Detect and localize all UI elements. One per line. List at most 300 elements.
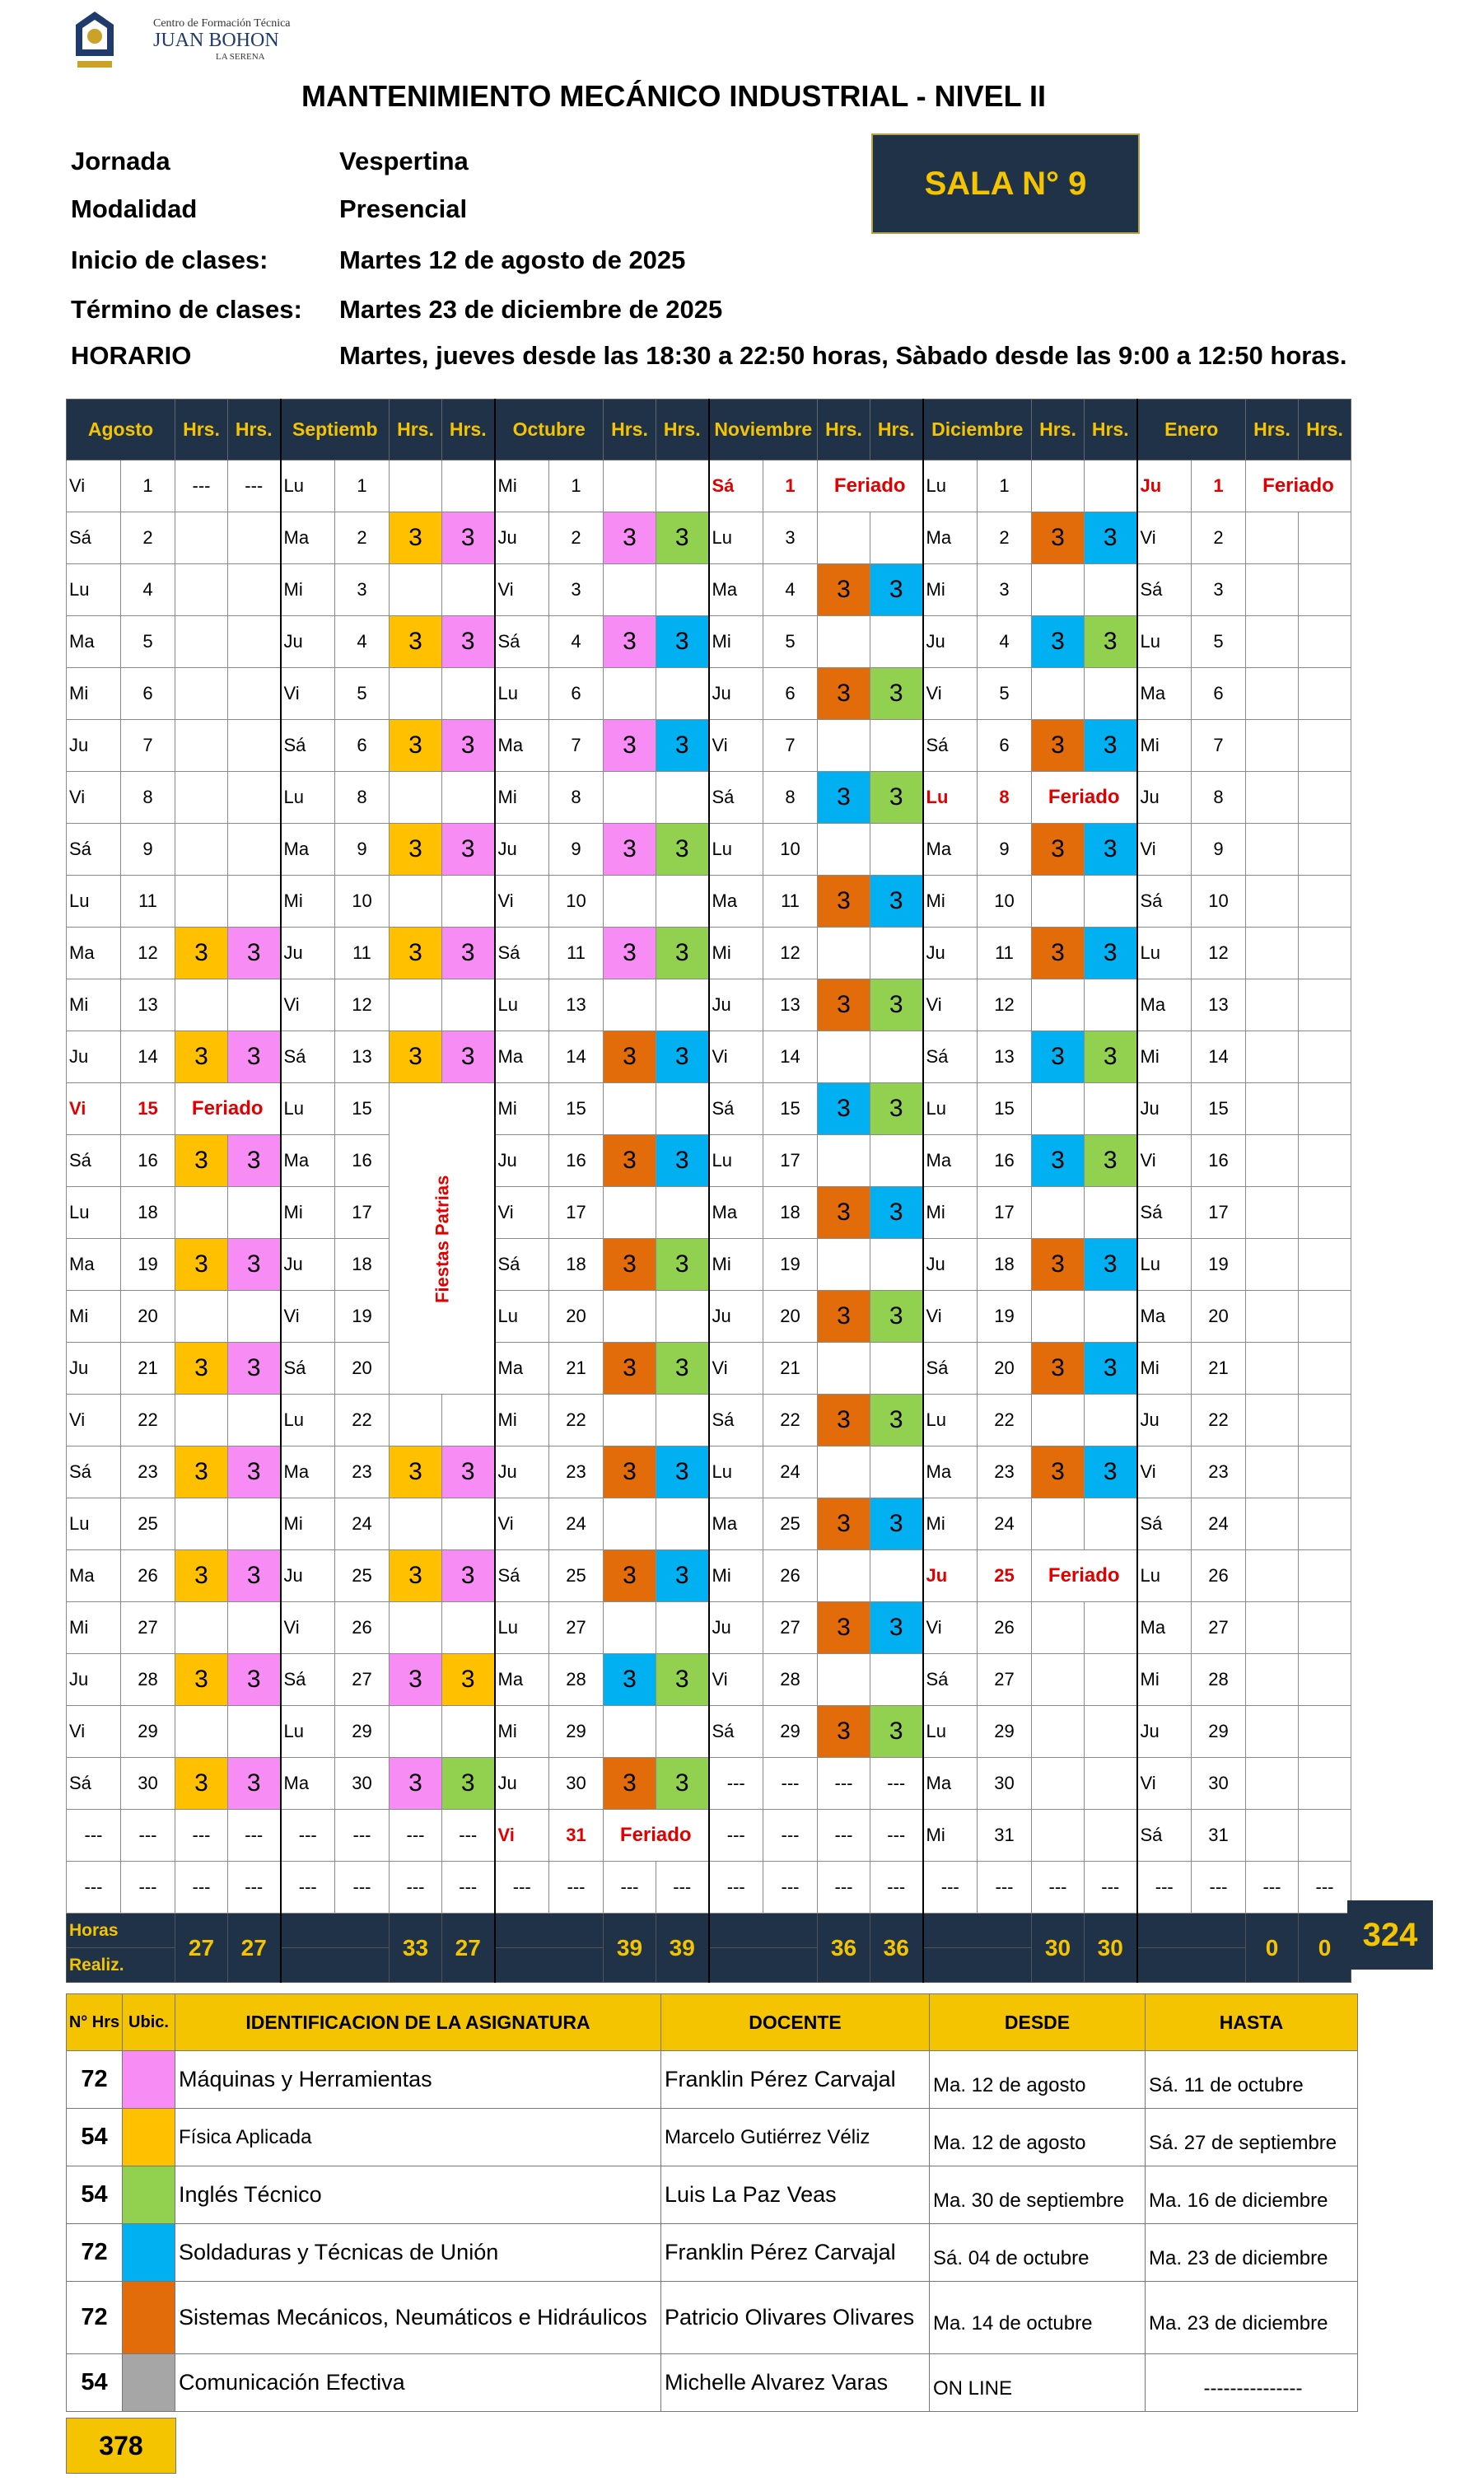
- class-hours-cell: 3: [656, 616, 709, 668]
- day-number: 14: [763, 1031, 818, 1083]
- empty-cell: [1032, 1602, 1085, 1654]
- empty-cell: [228, 1395, 281, 1446]
- empty-cell: [818, 616, 870, 668]
- empty-marker: ---: [228, 1810, 281, 1862]
- day-name: Ma: [923, 512, 978, 564]
- day-number: 2: [335, 512, 390, 564]
- day-number: 1: [549, 460, 604, 512]
- day-name: ---: [709, 1810, 763, 1862]
- logo-line1: Centro de Formación Técnica: [153, 17, 291, 30]
- class-hours-cell: 3: [175, 1550, 228, 1602]
- subject-name: Física Aplicada: [175, 2109, 661, 2166]
- empty-marker: ---: [870, 1758, 923, 1810]
- sala-badge: SALA N° 9: [871, 133, 1140, 234]
- empty-cell: [1299, 876, 1351, 928]
- start-date: ON LINE: [930, 2354, 1146, 2412]
- day-name: Sá: [281, 1343, 335, 1395]
- day-name: Mi: [923, 1498, 978, 1550]
- empty-cell: [1246, 616, 1299, 668]
- empty-cell: [1246, 1135, 1299, 1187]
- empty-cell: [656, 1187, 709, 1239]
- empty-cell: [870, 928, 923, 979]
- empty-cell: [1032, 1706, 1085, 1758]
- empty-cell: [656, 1602, 709, 1654]
- color-swatch: [123, 2109, 175, 2166]
- day-name: Vi: [709, 1343, 763, 1395]
- empty-cell: [390, 876, 442, 928]
- day-number: 8: [549, 772, 604, 824]
- class-hours-cell: 3: [442, 720, 495, 772]
- class-hours-cell: 3: [656, 1758, 709, 1810]
- day-name: Ma: [1137, 979, 1192, 1031]
- empty-cell: [870, 1343, 923, 1395]
- class-hours-cell: 3: [175, 1239, 228, 1291]
- logo-emblem-icon: [71, 10, 318, 76]
- month-total: 39: [656, 1914, 709, 1983]
- day-number: 4: [549, 616, 604, 668]
- day-name: Vi: [495, 1187, 549, 1239]
- holiday-label: Feriado: [175, 1083, 281, 1135]
- day-name: Sá: [709, 460, 763, 512]
- empty-cell: [442, 564, 495, 616]
- day-number: 19: [1192, 1239, 1246, 1291]
- day-number: 3: [1192, 564, 1246, 616]
- class-hours-cell: 3: [818, 1395, 870, 1446]
- calendar-header-row: [67, 400, 1351, 460]
- empty-cell: [175, 512, 228, 564]
- empty-cell: [1246, 1239, 1299, 1291]
- legend-header: DOCENTE: [661, 1994, 930, 2051]
- empty-cell: [1299, 1758, 1351, 1810]
- day-number: 27: [763, 1602, 818, 1654]
- day-number: 20: [121, 1291, 175, 1343]
- day-name: Lu: [1137, 928, 1192, 979]
- day-number: 17: [1192, 1187, 1246, 1239]
- class-hours-cell: 3: [442, 1446, 495, 1498]
- empty-cell: [604, 1187, 656, 1239]
- day-number: 12: [1192, 928, 1246, 979]
- class-hours-cell: 3: [818, 564, 870, 616]
- day-name: Ju: [709, 979, 763, 1031]
- teacher-name: Franklin Pérez Carvajal: [661, 2224, 930, 2282]
- totals-spacer: [923, 1914, 1032, 1948]
- day-name: Vi: [67, 1706, 121, 1758]
- empty-cell: [870, 616, 923, 668]
- day-number: 16: [1192, 1135, 1246, 1187]
- day-name: Mi: [495, 460, 549, 512]
- day-number: 6: [1192, 668, 1246, 720]
- empty-cell: [604, 1498, 656, 1550]
- end-date: Ma. 16 de diciembre: [1146, 2166, 1358, 2224]
- day-number: 15: [335, 1083, 390, 1135]
- empty-cell: [228, 1602, 281, 1654]
- subject-hours: 54: [67, 2109, 123, 2166]
- empty-cell: [1032, 460, 1085, 512]
- end-date: Sá. 27 de septiembre: [1146, 2109, 1358, 2166]
- empty-cell: [1299, 824, 1351, 876]
- empty-cell: [870, 1446, 923, 1498]
- day-name: Ju: [923, 616, 978, 668]
- class-hours-cell: 3: [604, 616, 656, 668]
- empty-cell: [818, 720, 870, 772]
- day-name: Mi: [923, 1187, 978, 1239]
- day-name: Mi: [495, 1706, 549, 1758]
- day-name: ---: [67, 1862, 121, 1914]
- hrs-header: Hrs.: [1299, 400, 1351, 460]
- month-header: Agosto: [67, 400, 175, 460]
- day-name: Mi: [709, 1550, 763, 1602]
- day-number: 13: [549, 979, 604, 1031]
- day-number: 26: [763, 1550, 818, 1602]
- day-name: Mi: [1137, 1343, 1192, 1395]
- empty-cell: [1085, 564, 1137, 616]
- day-number: 20: [1192, 1291, 1246, 1343]
- month-total: 30: [1085, 1914, 1137, 1983]
- subject-hours: 72: [67, 2282, 123, 2354]
- empty-cell: [1085, 1758, 1137, 1810]
- day-name: Lu: [495, 1602, 549, 1654]
- day-number: 10: [978, 876, 1032, 928]
- class-hours-cell: 3: [390, 824, 442, 876]
- class-hours-cell: 3: [1085, 928, 1137, 979]
- day-number: 2: [978, 512, 1032, 564]
- empty-cell: [228, 1187, 281, 1239]
- day-name: Vi: [923, 979, 978, 1031]
- empty-cell: [1085, 1187, 1137, 1239]
- empty-cell: [1246, 772, 1299, 824]
- day-name: Mi: [923, 876, 978, 928]
- day-name: Sá: [923, 720, 978, 772]
- day-number: 7: [1192, 720, 1246, 772]
- day-name: Sá: [709, 1706, 763, 1758]
- day-name: Ju: [495, 1446, 549, 1498]
- day-number: 16: [549, 1135, 604, 1187]
- empty-marker: ---: [228, 1862, 281, 1914]
- day-number: 12: [121, 928, 175, 979]
- empty-cell: [228, 772, 281, 824]
- legend-row: [67, 2051, 1358, 2109]
- day-name: Vi: [67, 1395, 121, 1446]
- class-hours-cell: 3: [1032, 1446, 1085, 1498]
- class-hours-cell: 3: [228, 928, 281, 979]
- day-number: 28: [763, 1654, 818, 1706]
- class-hours-cell: 3: [656, 720, 709, 772]
- empty-cell: [604, 979, 656, 1031]
- holiday-label: Feriado: [1246, 460, 1351, 512]
- day-number: 6: [978, 720, 1032, 772]
- day-name: Ma: [281, 824, 335, 876]
- day-number: 8: [1192, 772, 1246, 824]
- empty-cell: [1299, 1291, 1351, 1343]
- class-hours-cell: 3: [818, 1291, 870, 1343]
- day-number: 7: [549, 720, 604, 772]
- class-hours-cell: 3: [228, 1446, 281, 1498]
- day-number: 2: [121, 512, 175, 564]
- day-number: 24: [1192, 1498, 1246, 1550]
- empty-cell: [442, 772, 495, 824]
- empty-cell: [228, 720, 281, 772]
- day-number: 17: [335, 1187, 390, 1239]
- legend-row: [67, 2224, 1358, 2282]
- class-hours-cell: 3: [870, 1706, 923, 1758]
- day-number: 8: [121, 772, 175, 824]
- empty-cell: [1299, 1135, 1351, 1187]
- totals-spacer: [281, 1948, 390, 1983]
- day-number: 2: [1192, 512, 1246, 564]
- empty-cell: [656, 979, 709, 1031]
- empty-marker: ---: [175, 1810, 228, 1862]
- totals-label: Realiz.: [67, 1948, 175, 1983]
- day-number: 23: [549, 1446, 604, 1498]
- day-name: Lu: [281, 1395, 335, 1446]
- class-hours-cell: 3: [818, 1083, 870, 1135]
- calendar-row: [67, 1083, 1351, 1135]
- day-number: 28: [121, 1654, 175, 1706]
- empty-cell: [870, 1239, 923, 1291]
- empty-cell: [604, 1706, 656, 1758]
- info-value-jornada: Vespertina: [339, 147, 469, 175]
- empty-cell: [175, 1602, 228, 1654]
- class-hours-cell: 3: [604, 1343, 656, 1395]
- calendar-row: [67, 1862, 1351, 1914]
- day-name: Ju: [1137, 1083, 1192, 1135]
- empty-cell: [1246, 979, 1299, 1031]
- day-number: 16: [121, 1135, 175, 1187]
- calendar-row: [67, 824, 1351, 876]
- day-number: 30: [1192, 1758, 1246, 1810]
- hrs-header: Hrs.: [604, 400, 656, 460]
- holiday-label: Feriado: [818, 460, 923, 512]
- day-number: 17: [978, 1187, 1032, 1239]
- class-hours-cell: 3: [656, 1239, 709, 1291]
- day-number: 9: [121, 824, 175, 876]
- empty-cell: [1085, 979, 1137, 1031]
- empty-cell: [1246, 1291, 1299, 1343]
- day-number: 18: [335, 1239, 390, 1291]
- day-name: Vi: [709, 1031, 763, 1083]
- empty-marker: ---: [818, 1758, 870, 1810]
- day-name: Ma: [709, 876, 763, 928]
- day-number: 15: [763, 1083, 818, 1135]
- class-hours-cell: 3: [604, 1135, 656, 1187]
- day-number: 5: [121, 616, 175, 668]
- day-name: Vi: [923, 1602, 978, 1654]
- day-number: 4: [121, 564, 175, 616]
- day-name: Vi: [281, 979, 335, 1031]
- day-number: 1: [1192, 460, 1246, 512]
- empty-cell: [604, 1083, 656, 1135]
- empty-marker: ---: [442, 1862, 495, 1914]
- day-number: 26: [121, 1550, 175, 1602]
- info-label-termino: Término de clases:: [71, 295, 302, 324]
- class-hours-cell: 3: [442, 512, 495, 564]
- empty-cell: [1246, 1446, 1299, 1498]
- day-name: Mi: [709, 928, 763, 979]
- empty-cell: [656, 564, 709, 616]
- info-value-termino: Martes 23 de diciembre de 2025: [339, 295, 723, 324]
- day-name: Ju: [923, 1239, 978, 1291]
- subjects-table: [66, 1993, 1358, 2412]
- day-name: Mi: [1137, 1654, 1192, 1706]
- day-name: Ju: [923, 1550, 978, 1602]
- empty-cell: [175, 564, 228, 616]
- day-name: Sá: [281, 720, 335, 772]
- day-number: 8: [978, 772, 1032, 824]
- totals-spacer: [709, 1914, 818, 1948]
- day-name: Mi: [923, 1810, 978, 1862]
- teacher-name: Patricio Olivares Olivares: [661, 2282, 930, 2354]
- day-name: Ma: [923, 824, 978, 876]
- day-name: Sá: [1137, 1810, 1192, 1862]
- empty-cell: [1032, 979, 1085, 1031]
- empty-cell: [390, 1395, 442, 1446]
- day-number: 29: [549, 1706, 604, 1758]
- day-name: Sá: [495, 616, 549, 668]
- day-name: ---: [67, 1810, 121, 1862]
- empty-cell: [1085, 876, 1137, 928]
- info-value-inicio: Martes 12 de agosto de 2025: [339, 245, 686, 274]
- legend-row: [67, 2282, 1358, 2354]
- day-number: 7: [121, 720, 175, 772]
- hrs-header: Hrs.: [228, 400, 281, 460]
- empty-cell: [228, 616, 281, 668]
- day-number: 11: [763, 876, 818, 928]
- month-header: Septiemb: [281, 400, 390, 460]
- empty-cell: [1246, 1602, 1299, 1654]
- empty-cell: [656, 1395, 709, 1446]
- day-name: Sá: [495, 928, 549, 979]
- calendar-row: [67, 512, 1351, 564]
- day-number: 21: [1192, 1343, 1246, 1395]
- day-name: Mi: [281, 564, 335, 616]
- class-hours-cell: 3: [1085, 824, 1137, 876]
- day-name: Ma: [1137, 1602, 1192, 1654]
- day-name: Ju: [1137, 460, 1192, 512]
- empty-cell: [1299, 1498, 1351, 1550]
- calendar-row: [67, 1706, 1351, 1758]
- day-number: 24: [549, 1498, 604, 1550]
- day-name: Vi: [709, 720, 763, 772]
- empty-cell: [1299, 1239, 1351, 1291]
- class-hours-cell: 3: [175, 1031, 228, 1083]
- class-hours-cell: 3: [390, 928, 442, 979]
- day-name: Ju: [709, 1602, 763, 1654]
- month-total: 27: [228, 1914, 281, 1983]
- class-hours-cell: 3: [228, 1031, 281, 1083]
- day-name: Mi: [67, 1602, 121, 1654]
- day-number: 26: [335, 1602, 390, 1654]
- end-date: Ma. 23 de diciembre: [1146, 2282, 1358, 2354]
- empty-cell: [870, 1031, 923, 1083]
- legend-row: [67, 2166, 1358, 2224]
- empty-cell: [390, 1498, 442, 1550]
- empty-cell: [1246, 1187, 1299, 1239]
- class-hours-cell: 3: [604, 1239, 656, 1291]
- hrs-header: Hrs.: [175, 400, 228, 460]
- holiday-label: Feriado: [604, 1810, 709, 1862]
- hrs-header: Hrs.: [1085, 400, 1137, 460]
- class-hours-cell: 3: [175, 1135, 228, 1187]
- day-number: 13: [1192, 979, 1246, 1031]
- month-header: Noviembre: [709, 400, 818, 460]
- calendar-row: [67, 1654, 1351, 1706]
- info-label-jornada: Jornada: [71, 147, 170, 175]
- day-number: 4: [978, 616, 1032, 668]
- empty-cell: [1032, 1395, 1085, 1446]
- day-number: 27: [549, 1602, 604, 1654]
- empty-cell: [1032, 876, 1085, 928]
- empty-cell: [1246, 1031, 1299, 1083]
- day-number: 23: [978, 1446, 1032, 1498]
- class-hours-cell: 3: [442, 616, 495, 668]
- empty-cell: [1299, 564, 1351, 616]
- day-number: 6: [763, 668, 818, 720]
- subject-name: Sistemas Mecánicos, Neumáticos e Hidráulicos: [175, 2282, 661, 2354]
- empty-cell: [1299, 1083, 1351, 1135]
- day-number: 23: [121, 1446, 175, 1498]
- day-name: Ma: [709, 1187, 763, 1239]
- empty-cell: [1299, 979, 1351, 1031]
- calendar-row: [67, 1395, 1351, 1446]
- total-hours: 378: [66, 2418, 176, 2474]
- class-hours-cell: 3: [604, 720, 656, 772]
- day-number: ---: [335, 1862, 390, 1914]
- day-name: Vi: [281, 1291, 335, 1343]
- day-number: 8: [763, 772, 818, 824]
- day-number: ---: [121, 1862, 175, 1914]
- day-name: Sá: [495, 1239, 549, 1291]
- day-number: ---: [335, 1810, 390, 1862]
- legend-header: N° Hrs: [67, 1994, 123, 2051]
- empty-cell: [1085, 1498, 1137, 1550]
- class-hours-cell: 3: [1032, 512, 1085, 564]
- day-name: Ma: [495, 1654, 549, 1706]
- day-number: 27: [978, 1654, 1032, 1706]
- subject-name: Inglés Técnico: [175, 2166, 661, 2224]
- day-name: Vi: [67, 460, 121, 512]
- empty-cell: [1246, 1810, 1299, 1862]
- class-hours-cell: 3: [656, 1550, 709, 1602]
- class-hours-cell: 3: [390, 1031, 442, 1083]
- day-number: 14: [121, 1031, 175, 1083]
- day-name: Sá: [281, 1031, 335, 1083]
- empty-cell: [175, 668, 228, 720]
- day-name: Ju: [495, 512, 549, 564]
- day-number: 18: [763, 1187, 818, 1239]
- day-name: Sá: [495, 1550, 549, 1602]
- empty-cell: [818, 1239, 870, 1291]
- day-name: Ma: [281, 1758, 335, 1810]
- empty-cell: [604, 772, 656, 824]
- month-header: Enero: [1137, 400, 1246, 460]
- empty-cell: [818, 1446, 870, 1498]
- day-name: Mi: [709, 616, 763, 668]
- day-number: 3: [335, 564, 390, 616]
- class-hours-cell: 3: [442, 1654, 495, 1706]
- legend-header: IDENTIFICACION DE LA ASIGNATURA: [175, 1994, 661, 2051]
- start-date: Sá. 04 de octubre: [930, 2224, 1146, 2282]
- hrs-header: Hrs.: [1032, 400, 1085, 460]
- hrs-header: Hrs.: [818, 400, 870, 460]
- day-name: Vi: [923, 668, 978, 720]
- empty-cell: [656, 1083, 709, 1135]
- class-hours-cell: 3: [390, 1654, 442, 1706]
- day-name: Ju: [67, 1031, 121, 1083]
- end-date: Ma. 23 de diciembre: [1146, 2224, 1358, 2282]
- empty-cell: [1032, 1291, 1085, 1343]
- class-hours-cell: 3: [1032, 928, 1085, 979]
- empty-cell: [604, 460, 656, 512]
